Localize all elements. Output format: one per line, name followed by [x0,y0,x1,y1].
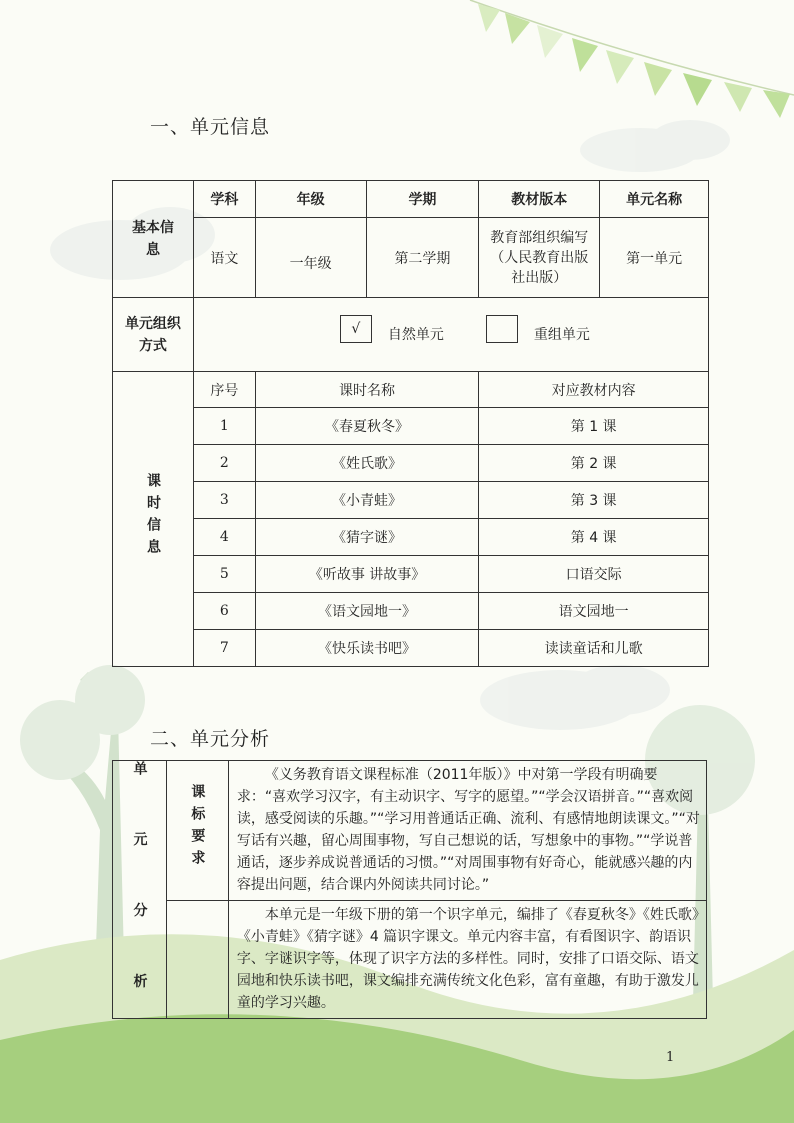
unit-analysis-table [112,760,707,1019]
lesson-no: 7 [193,630,255,667]
unit-info-table [112,180,709,667]
value-textbook: 教育部组织编写（人民教育出版社出版） [479,218,600,298]
lesson-content: 口语交际 [479,556,709,593]
table-row [113,593,709,630]
regroup-unit-label: 重组单元 [533,326,590,343]
basic-info-value-row [113,218,709,298]
table-row [113,519,709,556]
section-title-unit-info: 一、单元信息 [150,116,271,138]
basic-info-label: 基本信息 [113,181,194,298]
lesson-no: 6 [193,593,255,630]
lesson-content: 读读童话和儿歌 [479,630,709,667]
table-row [113,445,709,482]
basic-info-header-row [113,181,709,218]
lesson-content: 语文园地一 [479,593,709,630]
lessons-header-content: 对应教材内容 [479,372,709,408]
lessons-header-row [113,372,709,408]
lessons-label: 课时信息 [113,372,194,667]
lessons-header-name: 课时名称 [255,372,479,408]
value-semester: 第二学期 [366,218,479,298]
lesson-name: 《小青蛙》 [255,482,479,519]
lesson-name: 《听故事 讲故事》 [255,556,479,593]
page-number: 1 [666,1050,675,1065]
org-label: 单元组织方式 [113,298,194,372]
lesson-content: 第 1 课 [479,408,709,445]
value-unit-name: 第一单元 [600,218,709,298]
header-textbook: 教材版本 [479,181,600,218]
header-grade: 年级 [255,181,366,218]
natural-unit-label: 自然单元 [387,326,444,343]
org-row [113,298,709,372]
header-unit-name: 单元名称 [600,181,709,218]
lesson-no: 2 [193,445,255,482]
standard-label: 课标要求 [166,761,228,901]
analysis-label: 单 元 分 析 [113,761,167,1019]
section-title-unit-analysis: 二、单元分析 [150,728,271,750]
content-label-cell [166,900,228,1018]
lesson-name: 《春夏秋冬》 [255,408,479,445]
lesson-no: 4 [193,519,255,556]
regroup-unit-checkbox[interactable] [486,315,518,343]
lesson-name: 《姓氏歌》 [255,445,479,482]
lesson-name: 《语文园地一》 [255,593,479,630]
standard-text: 《义务教育语文课程标准（2011年版）》中对第一学段有明确要求：“喜欢学习汉字，有主动识字、写字的愿望。”“学会汉语拼音。”“喜欢阅读，感受阅读的乐趣。”“学习用普通话正确、流利、有感情地朗读课文。”“对写话有兴趣，留心周围事物，写自己想说的话，写想象中的事物。”“学说普通话，逐步养成说普通话的习惯。”“对周围事物有好奇心，能就感兴趣的内容提出问题，结合课内外阅读共同讨论。” [228,761,706,901]
content-text: 本单元是一年级下册的第一个识字单元，编排了《春夏秋冬》《姓氏歌》《小青蛙》《猜字谜》4 篇识字课文。单元内容丰富，有看图识字、韵语识字、字谜识字等，体现了识字方法的多样性。同时，安排了口语交际、语文园地和快乐读书吧，课文编排充满传统文化色彩，富有童趣，有助于激发儿童的学习兴趣。 [228,900,706,1018]
lesson-no: 3 [193,482,255,519]
content-row [113,900,707,1018]
lesson-content: 第 2 课 [479,445,709,482]
table-row [113,556,709,593]
lesson-name: 《快乐读书吧》 [255,630,479,667]
lessons-header-no: 序号 [193,372,255,408]
org-options [193,298,708,372]
natural-unit-checkbox[interactable]: √ [340,315,372,343]
standard-row [113,761,707,901]
header-semester: 学期 [366,181,479,218]
lesson-content: 第 4 课 [479,519,709,556]
table-row [113,630,709,667]
lesson-no: 1 [193,408,255,445]
lesson-no: 5 [193,556,255,593]
lesson-content: 第 3 课 [479,482,709,519]
value-subject: 语文 [193,218,255,298]
lesson-name: 《猜字谜》 [255,519,479,556]
header-subject: 学科 [193,181,255,218]
table-row [113,482,709,519]
table-row [113,408,709,445]
value-grade: 一年级 [255,218,366,298]
